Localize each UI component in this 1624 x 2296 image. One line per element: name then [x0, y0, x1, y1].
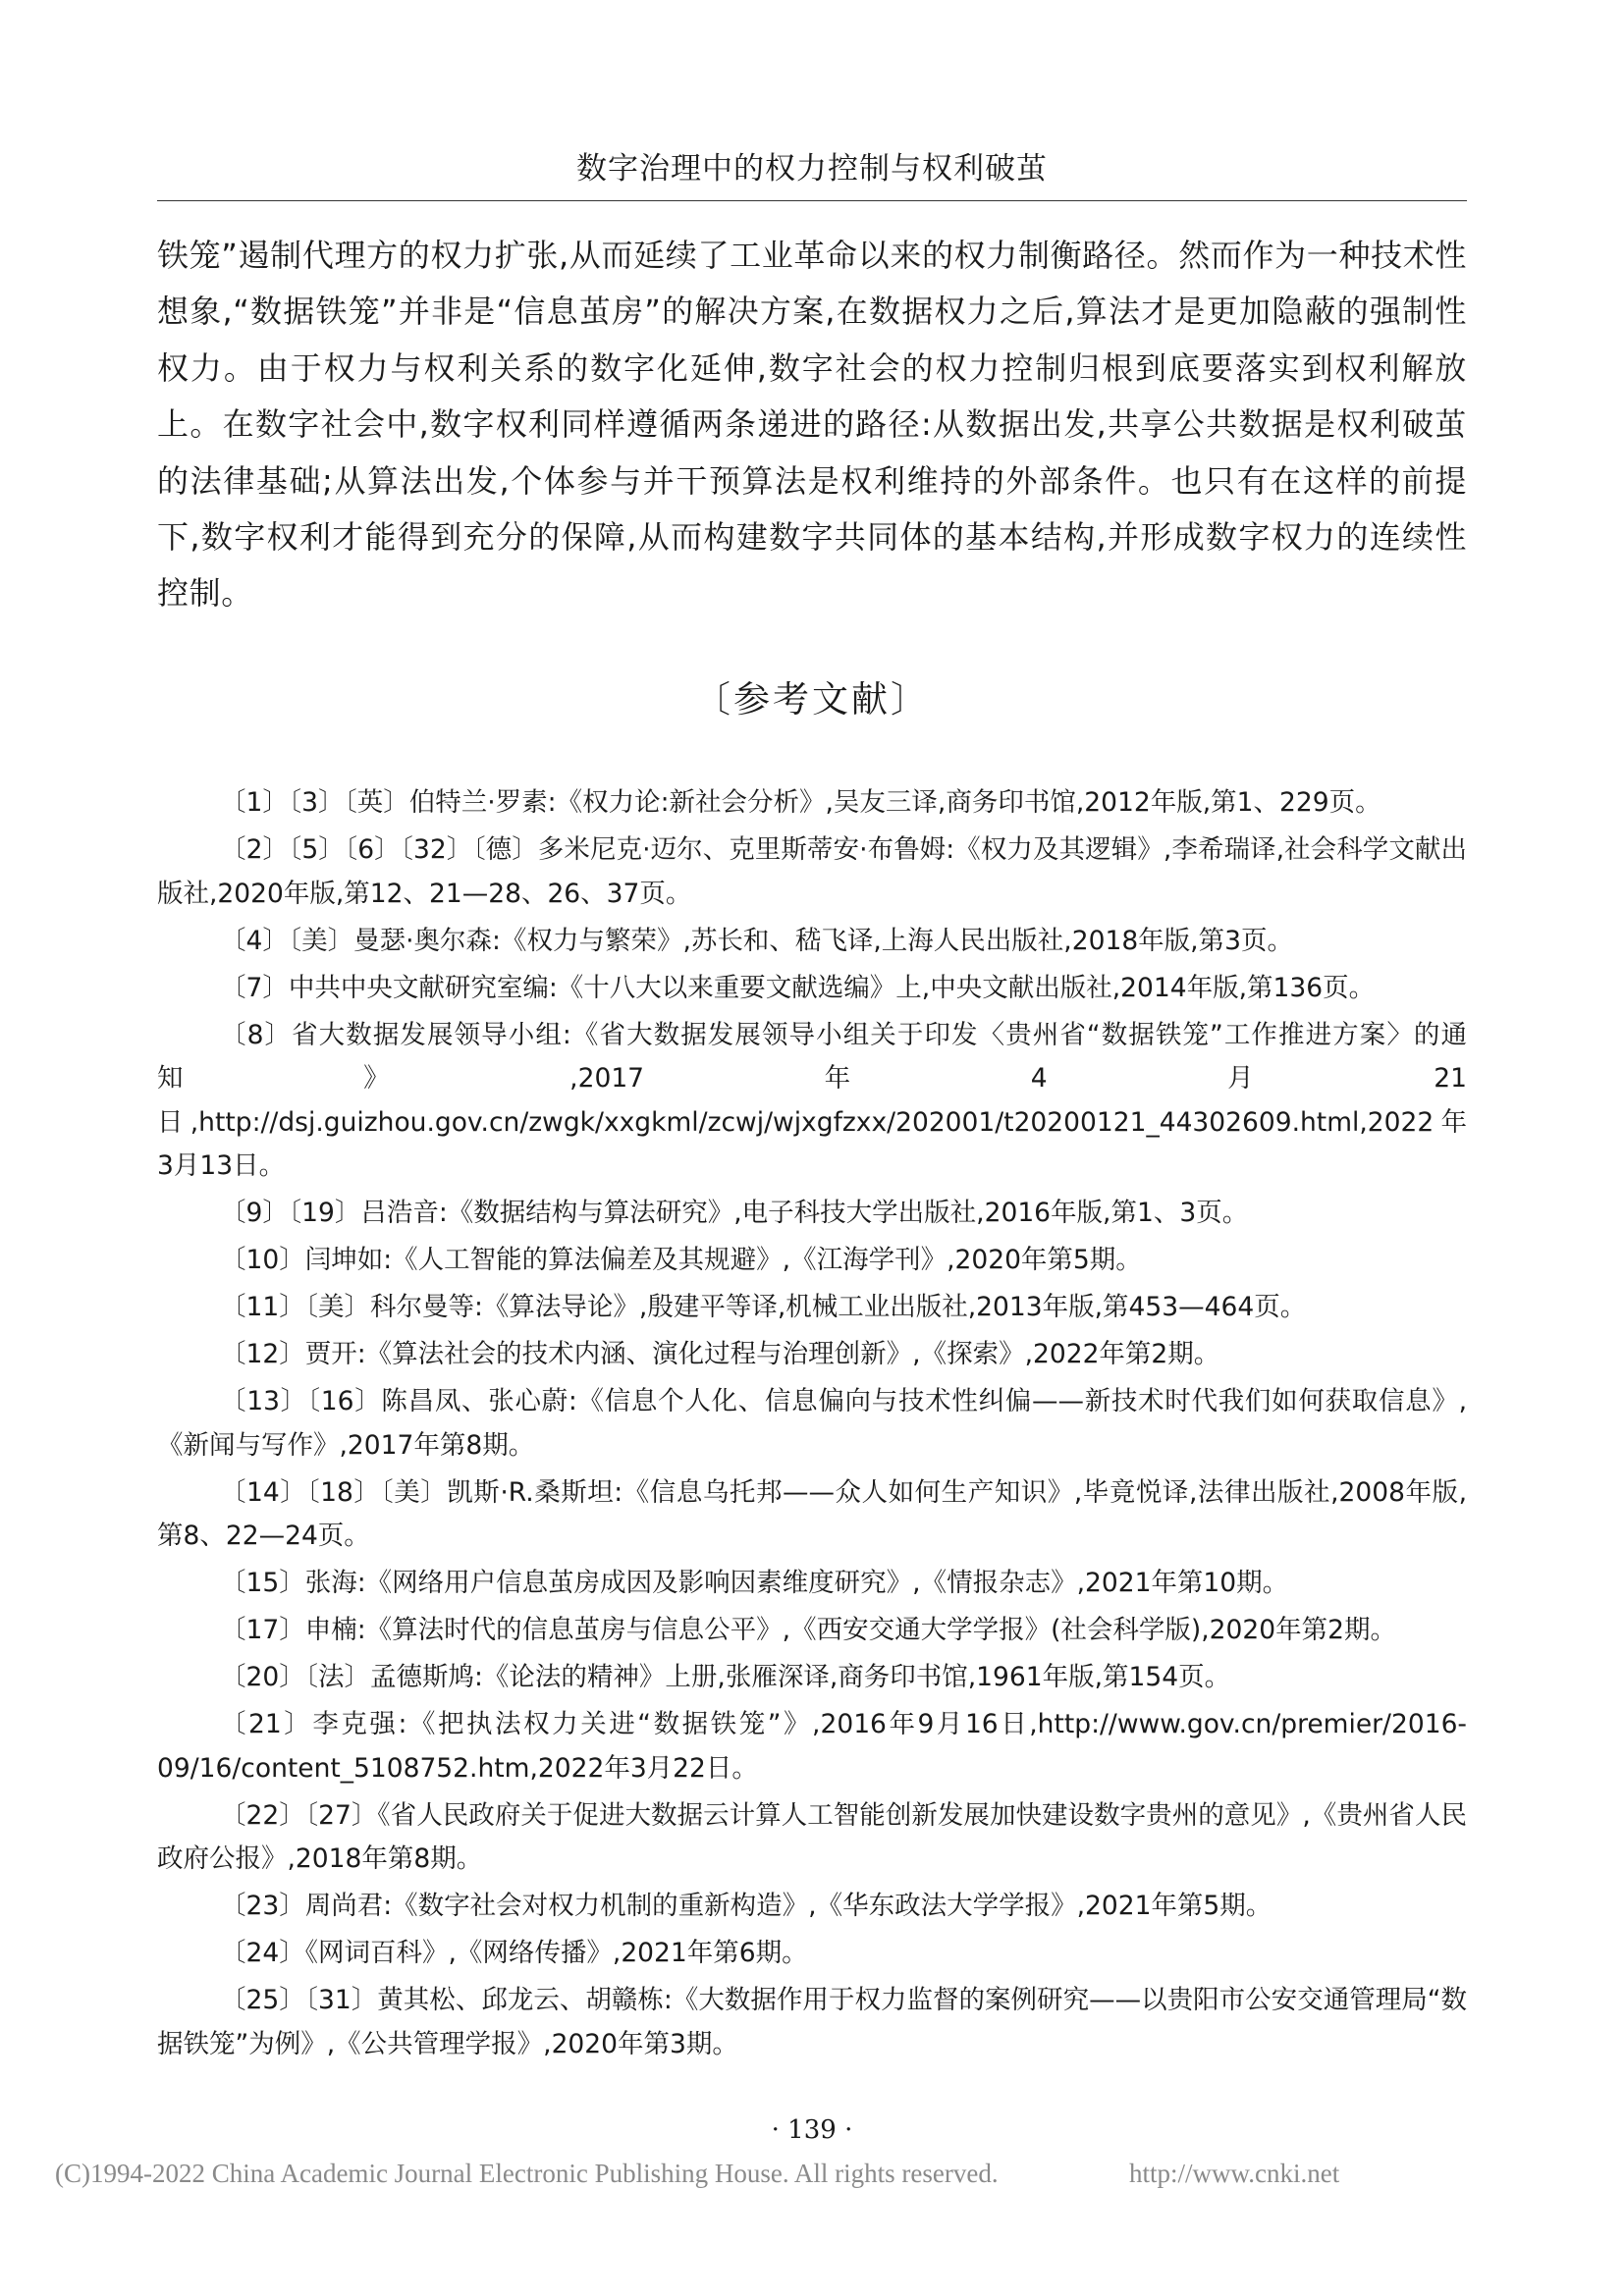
- reference-item: 〔23〕周尚君:《数字社会对权力机制的重新构造》,《华东政法大学学报》,2021年第5期。: [220, 1891, 1272, 1921]
- reference-item: 〔24〕《网词百科》,《网络传播》,2021年第6期。: [220, 1938, 808, 1968]
- reference-item: 〔7〕中共中央文献研究室编:《十八大以来重要文献选编》上,中央文献出版社,2014年版,第136页。: [220, 972, 1376, 1003]
- body-paragraph: 铁笼”遏制代理方的权力扩张,从而延续了工业革命以来的权力制衡路径。然而作为一种技术性想象,“数据铁笼”并非是“信息茧房”的解决方案,在数据权力之后,算法才是更加隐蔽的强制性权力。由于权力与权利关系的数字化延伸,数字社会的权力控制归根到底要落实到权利解放上。在数字社会中,数字权利同样遵循两条递进的路径:从数据出发,共享公共数据是权利破茧的法律基础;从算法出发,个体参与并干预算法是权利维持的外部条件。也只有在这样的前提下,数字权利才能得到充分的保障,从而构建数字共同体的基本结构,并形成数字权力的连续性控制。: [157, 237, 1467, 613]
- reference-item: 〔21〕李克强:《把执法权力关进“数据铁笼”》,2016年9月16日,http://www.gov.cn/premier/2016-09/16/content_5108752.htm,2022年3月22日。: [157, 1709, 1467, 1784]
- references-list: [157, 781, 1467, 2070]
- reference-item: 〔1〕〔3〕〔英〕伯特兰·罗素:《权力论:新社会分析》,吴友三译,商务印书馆,2012年版,第1、229页。: [220, 787, 1381, 818]
- reference-item: 〔14〕〔18〕〔美〕凯斯·R.桑斯坦:《信息乌托邦——众人如何生产知识》,毕竟悦译,法律出版社,2008年版,第8、22—24页。: [157, 1476, 1467, 1551]
- references-heading: 〔参考文献〕: [694, 678, 930, 721]
- reference-item: 〔13〕〔16〕陈昌凤、张心蔚:《信息个人化、信息偏向与技术性纠偏——新技术时代我们如何获取信息》,《新闻与写作》,2017年第8期。: [157, 1386, 1467, 1461]
- running-header: 数字治理中的权力控制与权利破茧: [576, 151, 1048, 187]
- reference-item: 〔20〕〔法〕孟德斯鸠:《论法的精神》上册,张雁深译,商务印书馆,1961年版,第154页。: [220, 1662, 1231, 1692]
- reference-item: 〔12〕贾开:《算法社会的技术内涵、演化过程与治理创新》,《探索》,2022年第2期。: [220, 1339, 1220, 1369]
- reference-item: 〔11〕〔美〕科尔曼等:《算法导论》,殷建平等译,机械工业出版社,2013年版,第453—464页。: [220, 1292, 1307, 1322]
- reference-item: 〔2〕〔5〕〔6〕〔32〕〔德〕多米尼克·迈尔、克里斯蒂安·布鲁姆:《权力及其逻辑》,李希瑞译,社会科学文献出版社,2020年版,第12、21—28、26、37页。: [157, 834, 1467, 909]
- reference-item: 〔22〕〔27〕《省人民政府关于促进大数据云计算人工智能创新发展加快建设数字贵州的意见》,《贵州省人民政府公报》,2018年第8期。: [157, 1799, 1467, 1874]
- page-number: · 139 ·: [771, 2115, 853, 2145]
- reference-item: 〔4〕〔美〕曼瑟·奥尔森:《权力与繁荣》,苏长和、嵇飞译,上海人民出版社,2018年版,第3页。: [220, 925, 1293, 956]
- header-rule: [157, 200, 1467, 201]
- reference-item: 〔8〕省大数据发展领导小组:《省大数据发展领导小组关于印发〈贵州省“数据铁笼”工作推进方案〉的通知》,2017年4月21日,http://dsj.guizhou.gov.cn/zwgk/xxgkml/zcwj/wjxgfzxx/202001/t20200121_44302609.html,2022年3月13日。: [157, 1019, 1467, 1181]
- copyright-notice: (C)1994-2022 China Academic Journal Electronic Publishing House. All rights reserved.: [55, 2159, 999, 2188]
- reference-item: 〔17〕申楠:《算法时代的信息茧房与信息公平》,《西安交通大学学报》(社会科学版),2020年第2期。: [220, 1615, 1396, 1645]
- reference-item: 〔25〕〔31〕黄其松、邱龙云、胡赣栋:《大数据作用于权力监督的案例研究——以贵阳市公安交通管理局“数据铁笼”为例》,《公共管理学报》,2020年第3期。: [157, 1985, 1467, 2059]
- reference-item: 〔10〕闫坤如:《人工智能的算法偏差及其规避》,《江海学刊》,2020年第5期。: [220, 1245, 1142, 1275]
- reference-item: 〔15〕张海:《网络用户信息茧房成因及影响因素维度研究》,《情报杂志》,2021年第10期。: [220, 1568, 1289, 1598]
- footer-url: http://www.cnki.net: [1129, 2159, 1340, 2188]
- reference-item: 〔9〕〔19〕吕浩音:《数据结构与算法研究》,电子科技大学出版社,2016年版,第1、3页。: [220, 1198, 1249, 1228]
